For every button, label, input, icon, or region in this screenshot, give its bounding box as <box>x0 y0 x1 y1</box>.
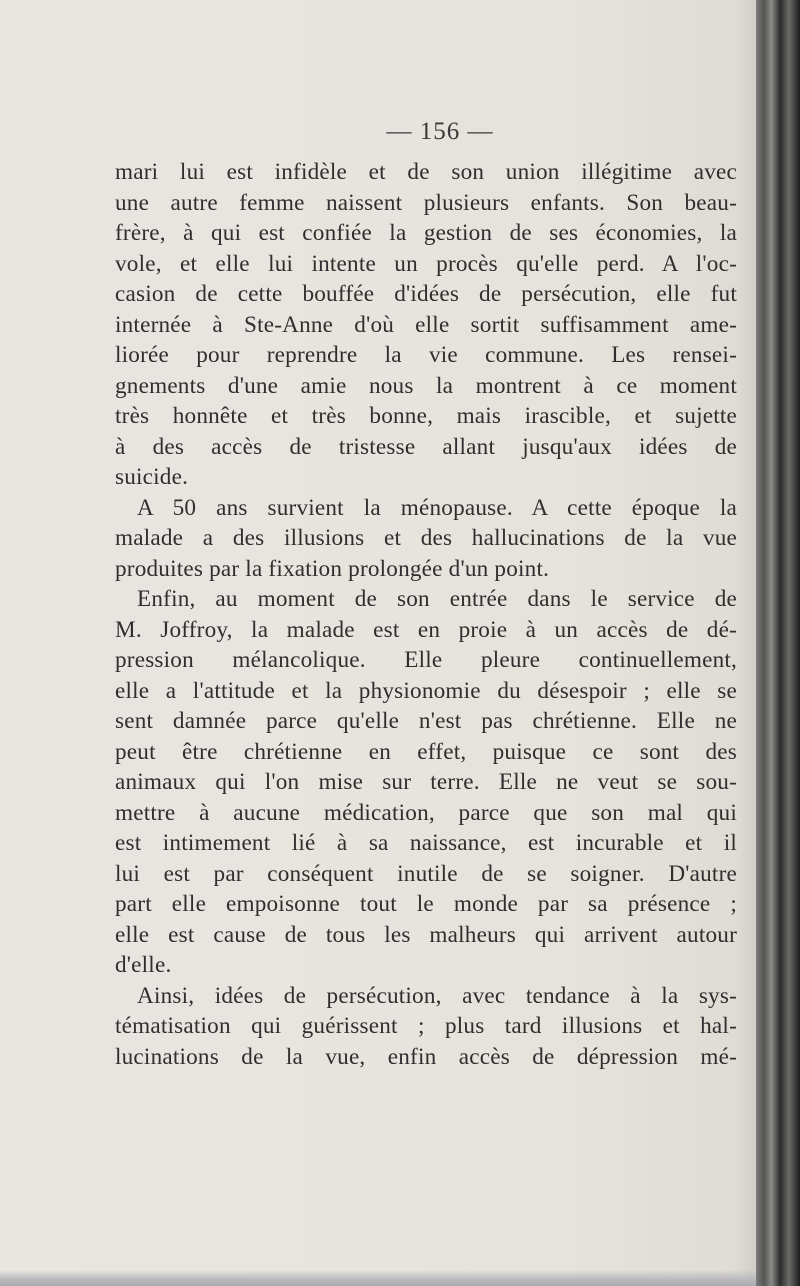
text-line: sent damnée parce qu'elle n'est pas chrétienne. Elle ne <box>115 708 737 734</box>
text-line: animaux qui l'on mise sur terre. Elle ne veut se sou- <box>115 769 737 795</box>
text-line: casion de cette bouffée d'idées de persécution, elle fut <box>115 281 737 307</box>
text-line: liorée pour reprendre la vie commune. Les rensei- <box>115 342 737 368</box>
text-line: vole, et elle lui intente un procès qu'elle perd. A l'oc- <box>115 250 737 277</box>
text-line: produites par la fixation prolongée d'un point. <box>115 555 550 582</box>
text-line: d'elle. <box>115 952 172 978</box>
text-line: malade a des illusions et des hallucinations de la vue <box>115 525 737 551</box>
text-line: internée à Ste-Anne d'où elle sortit suffisamment ame- <box>115 311 737 338</box>
text-line: part elle empoisonne tout le monde par sa présence ; <box>115 891 737 917</box>
text-line: pression mélancolique. Elle pleure continuellement, <box>115 647 737 673</box>
text-line: elle a l'attitude et la physionomie du désespoir ; elle se <box>115 677 737 704</box>
text-line: peut être chrétienne en effet, puisque ce sont des <box>115 738 737 765</box>
body-text <box>115 157 737 1072</box>
text-line: elle est cause de tous les malheurs qui arrivent autour <box>115 921 737 948</box>
book-binding-edge <box>756 0 800 1286</box>
text-line: suicide. <box>115 464 189 490</box>
text-line: très honnête et très bonne, mais irascible, et sujette <box>115 403 737 429</box>
text-line: lui est par conséquent inutile de se soigner. D'autre <box>115 860 737 887</box>
page-number: — 156 — <box>386 118 494 145</box>
text-line: M. Joffroy, la malade est en proie à un accès de dé- <box>115 616 737 643</box>
text-line: tématisation qui guérissent ; plus tard illusions et hal- <box>115 1013 737 1039</box>
text-line: une autre femme naissent plusieurs enfants. Son beau- <box>115 189 737 216</box>
paragraph-start-line: A 50 ans survient la ménopause. A cette époque la <box>137 494 737 521</box>
text-line: à des accès de tristesse allant jusqu'aux idées de <box>115 433 737 460</box>
text-line: mari lui est infidèle et de son union illégitime avec <box>115 159 737 185</box>
page-bottom-shadow <box>0 1270 756 1286</box>
text-line: gnements d'une amie nous la montrent à ce moment <box>115 372 737 399</box>
paragraph-start-line: Ainsi, idées de persécution, avec tendance à la sys- <box>137 982 737 1009</box>
paragraph-start-line: Enfin, au moment de son entrée dans le service de <box>137 586 737 612</box>
text-line: mettre à aucune médication, parce que son mal qui <box>115 799 737 826</box>
text-line: est intimement lié à sa naissance, est incurable et il <box>115 830 737 856</box>
text-line: lucinations de la vue, enfin accès de dépression mé- <box>115 1043 737 1070</box>
text-line: frère, à qui est confiée la gestion de ses économies, la <box>115 220 737 246</box>
